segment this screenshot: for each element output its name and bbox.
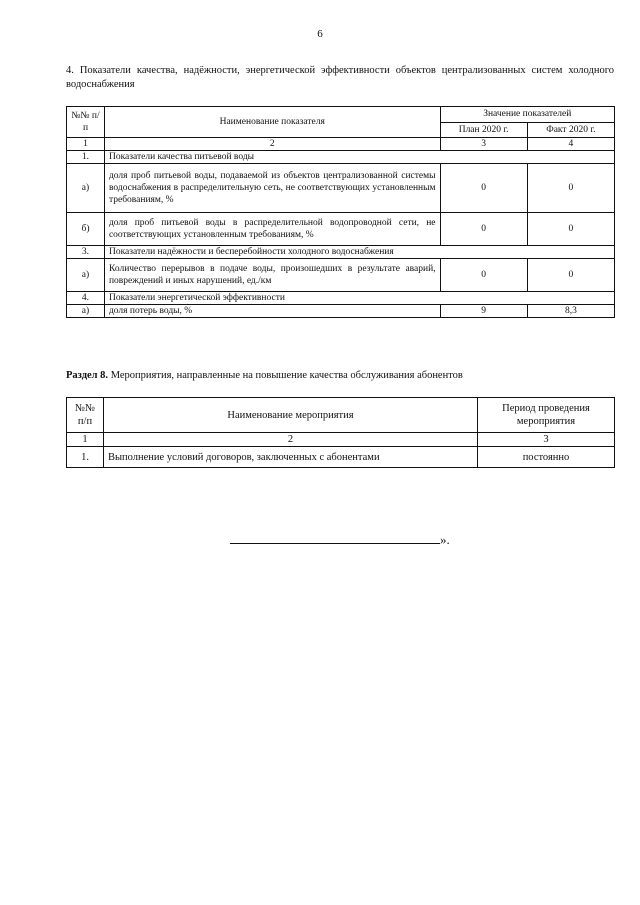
index-cell: 2 [104, 138, 440, 151]
col-values-header: Значение показателей [440, 107, 614, 123]
col-num-header: №№ п/п [67, 398, 104, 433]
row-title: Показатели энергетической эффективности [104, 292, 614, 305]
table-row [67, 164, 615, 213]
table-index-row [67, 433, 615, 447]
row-title: Показатели надёжности и бесперебойности холодного водоснабжения [104, 246, 614, 259]
section8-heading [66, 369, 463, 383]
row-indicator-name: доля проб питьевой воды в распределительной водопроводной сети, не соответствующих установленным требованиям, % [104, 213, 440, 246]
table-row [67, 292, 615, 305]
page-number: 6 [317, 28, 323, 40]
index-cell: 1 [67, 433, 104, 447]
index-cell: 4 [527, 138, 614, 151]
row-plan-value: 0 [440, 213, 527, 246]
row-measure-name: Выполнение условий договоров, заключенных с абонентами [104, 447, 478, 468]
col-plan-header: План 2020 г. [440, 122, 527, 138]
row-number: б) [67, 213, 105, 246]
row-fact-value: 0 [527, 164, 614, 213]
row-plan-value: 0 [440, 259, 527, 292]
table-row [67, 151, 615, 164]
row-number: 4. [67, 292, 105, 305]
row-number: 3. [67, 246, 105, 259]
table-index-row [67, 138, 615, 151]
table-row [67, 447, 615, 468]
row-indicator-name: доля потерь воды, % [104, 305, 440, 318]
index-cell: 2 [104, 433, 478, 447]
row-number: 1. [67, 447, 104, 468]
index-cell: 1 [67, 138, 105, 151]
indicators-table [66, 106, 615, 318]
col-name-header: Наименование показателя [104, 107, 440, 138]
row-number: а) [67, 305, 105, 318]
col-name-header: Наименование мероприятия [104, 398, 478, 433]
table-row [67, 246, 615, 259]
closing-line [230, 532, 450, 548]
index-cell: 3 [478, 433, 615, 447]
measures-table [66, 397, 615, 468]
row-number: а) [67, 164, 105, 213]
row-period-value: постоянно [478, 447, 615, 468]
table-row [67, 305, 615, 318]
row-fact-value: 8,3 [527, 305, 614, 318]
row-plan-value: 9 [440, 305, 527, 318]
col-period-header: Период проведения мероприятия [478, 398, 615, 433]
row-fact-value: 0 [527, 213, 614, 246]
row-fact-value: 0 [527, 259, 614, 292]
row-plan-value: 0 [440, 164, 527, 213]
closing-mark: ». [440, 532, 450, 547]
index-cell: 3 [440, 138, 527, 151]
section8-title: Мероприятия, направленные на повышение качества обслуживания абонентов [110, 370, 463, 381]
row-number: а) [67, 259, 105, 292]
row-indicator-name: доля проб питьевой воды, подаваемой из объектов централизованной системы водоснабжения в распределительную сеть, не соответствующих установленным требованиям, % [104, 164, 440, 213]
col-fact-header: Факт 2020 г. [527, 122, 614, 138]
table-row [67, 259, 615, 292]
table-row [67, 213, 615, 246]
section4-heading: 4. Показатели качества, надёжности, энергетической эффективности объектов централизованных систем холодного водоснабжения [66, 65, 614, 90]
row-title: Показатели качества питьевой воды [104, 151, 614, 164]
section8-label: Раздел 8. [66, 370, 109, 381]
col-num-header: №№ п/п [67, 107, 105, 138]
signature-underline [230, 533, 440, 544]
row-indicator-name: Количество перерывов в подаче воды, произошедших в результате аварий, повреждений и иных нарушений, ед./км [104, 259, 440, 292]
row-number: 1. [67, 151, 105, 164]
